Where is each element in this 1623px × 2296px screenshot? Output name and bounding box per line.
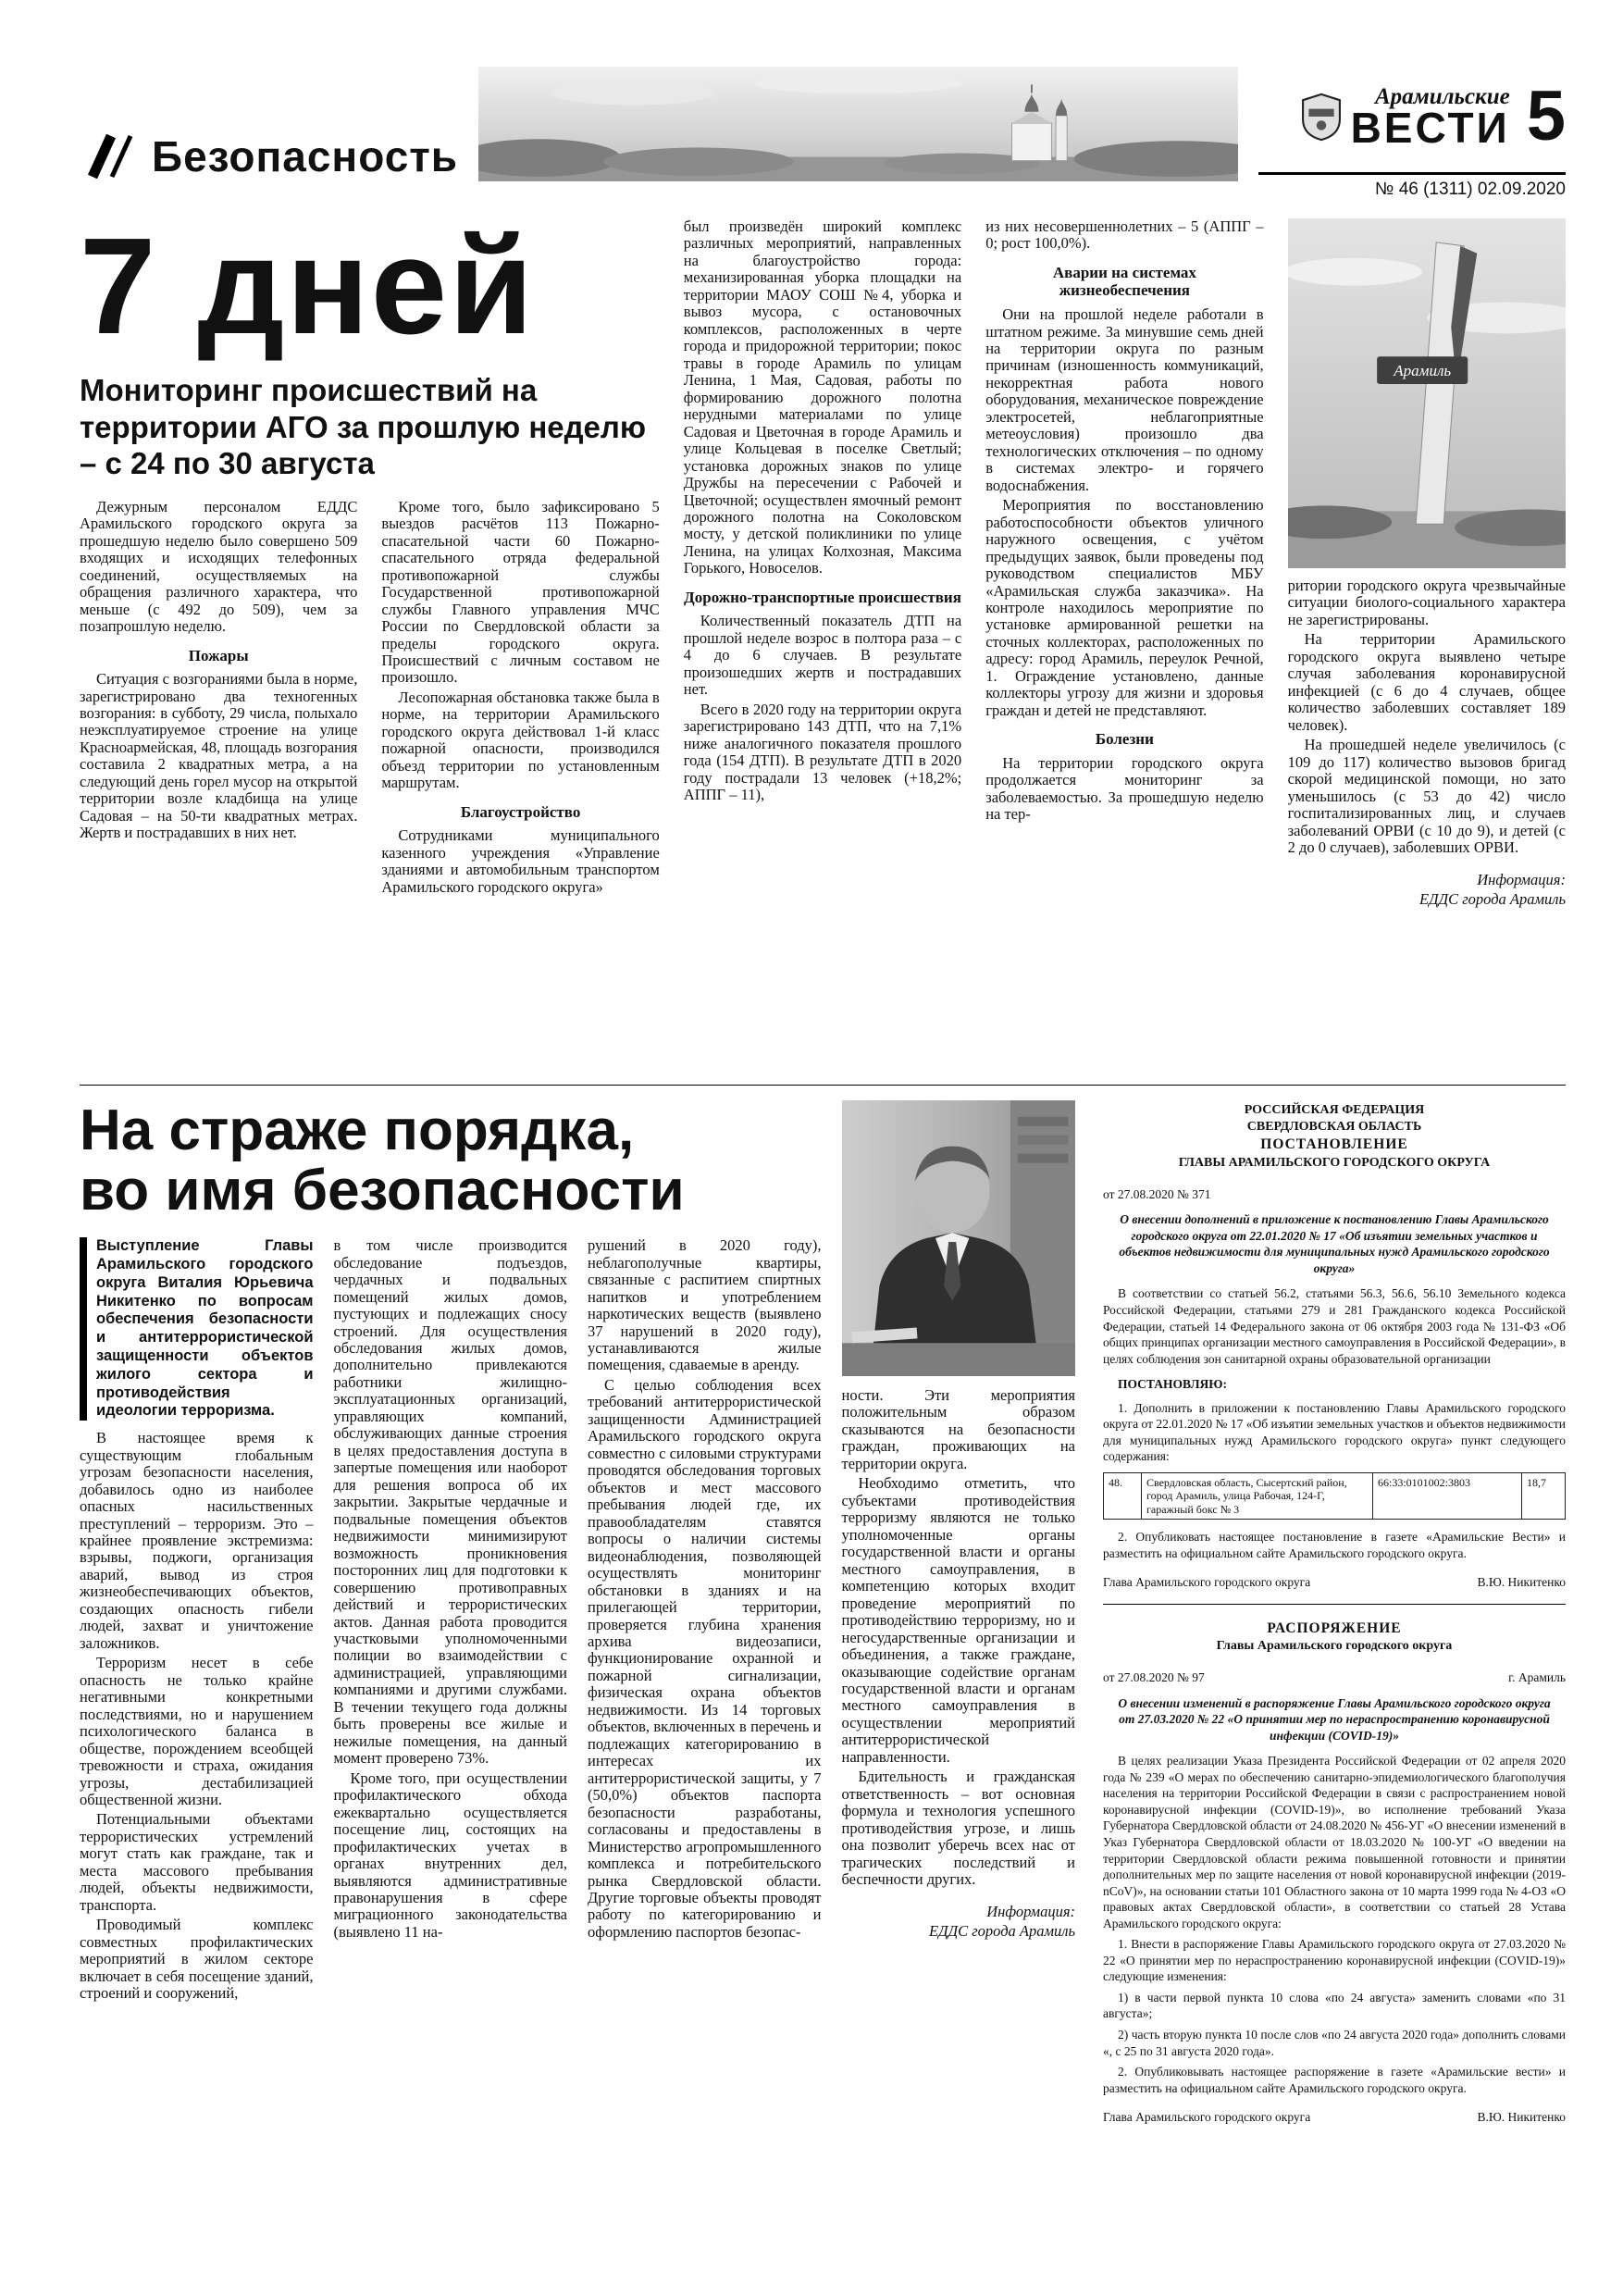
article-7-days: [80, 218, 1566, 1068]
article2-title-line1: На страже порядка,: [80, 1100, 635, 1162]
subheading-diseases: Болезни: [1095, 730, 1154, 749]
paragraph: Терроризм несет в себе опасность не только крайне негативными конкретными последствиями, но и нарушением психологического баланса в обществе, порождением всеобщей тревожности и страха, ожидания угрозы, дестабилизацией общественной жизни.: [80, 1654, 314, 1808]
paragraph: Количественный показатель ДТП на прошлой неделе возрос в полтора раза – с 4 до 6 случаев. В результате произошедших жертв и пострадавших нет.: [683, 612, 962, 699]
paragraph: Бдительность и гражданская ответственность – вот основная формула и технология успешного противодействия угрозе, и лишь она позволит уберечь всех нас от трагических последствий и беспечности других.: [841, 1768, 1075, 1889]
hatch-icon: [80, 134, 135, 179]
doc-title: О внесении изменений в распоряжение Главы Арамильского городского округа от 27.03.2020 № 22 «О принятии мер по нераспространению коронавирусной инфекции (COVID-19)»: [1118, 1695, 1551, 1743]
paragraph: На территории Арамильского городского округа выявлено четыре случая заболевания коронавирусной инфекцией (с 6 до 4 случаев, общее количество заболевших составляет 189 человек).: [1287, 630, 1566, 734]
paragraph: С целью соблюдения всех требований антитеррористической защищенности Администрацией Арамильского городского округа совместно с силовыми структурами проводятся обследования торговых объектов и мест массового пребывания людей где, их правообладателям ставятся вопросы о наличии системы видеонаблюдения, позволяющей осуществлять мониторинг обстановки в зданиях и на прилегающей территории, проверяется глубина хранения архива видеозаписи, функционирование охранной и пожарной сигнализации, физическая охрана объектов недвижимости. Из 14 торговых объектов, включенных в перечень и подлежащих категорированию в интересах их антитеррористической защиты, у 7 (50,0%) объектов паспорта безопасности разработаны, согласованы и предоставлены в Министерство агропромышленного комплекса и потребительского рынка Свердловской области. Другие торговые объекты проводят работу по категорированию и оформлению паспортов безопас-: [588, 1375, 822, 1941]
section-title-block: [80, 131, 478, 209]
article1-head: [80, 218, 660, 499]
doc-header: СВЕРДЛОВСКАЯ ОБЛАСТЬ: [1246, 1120, 1422, 1135]
lower-section: [80, 1100, 1566, 2296]
subheading-improvement: Благоустройство: [460, 802, 581, 821]
crest-icon: [1301, 92, 1342, 142]
paragraph: Лесопожарная обстановка также была в норме, на территории Арамильского городского округа действовал 1-й класс пожарной опасности, производился объезд территории по установленным маршрутам.: [381, 688, 660, 792]
paragraph: На прошедшей неделе увеличилось (с 109 до 117) количество вызовов бригад скорой медицинской помощи, но зато уменьшилось (с 53 до 42) число госпитализированных лиц, и случаев заболеваний ОРВИ (с 10 до 9), и детей (с 2 до 0 случаев), заболевших ОРВИ.: [1287, 736, 1566, 857]
article2-column-3: [588, 1237, 822, 2296]
doc-paragraph: 2. Опубликовать настоящее постановление в газете «Арамильские Вести» и разместить на официальном сайте Арамильского городского округа.: [1103, 1530, 1566, 1560]
article1-column-1: [80, 499, 357, 1068]
paragraph: из них несовершеннолетних – 5 (АППГ – 0; рост 100,0%).: [985, 218, 1264, 253]
paragraph: Они на прошлой неделе работали в штатном режиме. За минувшие семь дней на территории округа по разным причинам (изношенность коммуникаций, некорректная работа нового оборудования, механическое повреждение электросетей, неблагоприятные метеоусловия) произошло два технологических отключения – по одному в системах электро- и горячего водоснабжения.: [985, 305, 1264, 494]
doc-header: РОССИЙСКАЯ ФЕДЕРАЦИЯ: [1244, 1103, 1425, 1117]
article1-column-2: [381, 499, 659, 1068]
article2-title-line2: во имя безопасности: [80, 1159, 685, 1223]
document-divider: [1103, 1604, 1566, 1605]
doc-date: от 27.08.2020 № 97: [1103, 1670, 1205, 1685]
article1-credit: [1288, 870, 1566, 910]
paragraph: На территории городского округа продолжается мониторинг за заболеваемостью. За прошедшую неделю на тер-: [985, 753, 1264, 824]
credit-label: Информация:: [1477, 870, 1566, 888]
doc-date-line: [1103, 1186, 1566, 1203]
paragraph: Проводимый комплекс совместных профилактических мероприятий в жилом секторе включает в себя посещение зданий, строений и сооружений,: [80, 1916, 314, 2003]
signature-role: Глава Арамильского городского округа: [1103, 2110, 1311, 2125]
paragraph: был произведён широкий комплекс различных мероприятий, направленных на благоустройство города: механизированная уборка площадки на территории МАОУ СОШ №4, уборка и вывоз мусора, с остановочных комплексов, расположенных в черте города и придорожной территории; покос травы в городе Арамиль по улицам Ленина, 1 Мая, Садовая, работы по формированию дорожного полотна нерудными материалами по улице Садовая и Цветочная в городе Арамиль и улице Кольцевая в поселке Светлый; установка дорожных знаков по улице Дружбы на пересечении с Рабочей и Цветочной; осуществлен ямочный ремонт дорожного полотна на Соколовском мосту, у детской поликлиники по улице Ленина, на улицах Колхозная, Максима Горького, Новоселов.: [683, 218, 962, 577]
article2-column-1: [80, 1237, 314, 2296]
article-na-strazhe: [80, 1100, 1075, 2296]
table-row: [1104, 1472, 1566, 1519]
credit-source: ЕДДС города Арамиль: [1419, 889, 1566, 908]
credit-label: Информация:: [986, 1902, 1075, 1920]
page-number: 5: [1526, 76, 1566, 155]
article1-title: 7 дней: [80, 218, 536, 363]
subheading-road-accidents: Дорожно-транспортные происшествия: [684, 588, 961, 606]
paragraph: Кроме того, было зафиксировано 5 выездов расчётов 113 Пожарно-спасательной части 60 Пожарно-спасательного отряда федеральной противопожарной службы Государственной противопожарной службы Главного управления МЧС России по Свердловской области за пределы городского округа. Происшествий с личным составом не произошло.: [381, 497, 660, 687]
doc-paragraph: 2) часть вторую пункта 10 после слов «по 24 августа 2020 года» дополнить словами «, с 25 по 31 августа 2020 года».: [1103, 2027, 1566, 2058]
doc-header: Главы Арамильского городского округа: [1216, 1638, 1453, 1653]
signature-name: В.Ю. Никитенко: [1477, 1575, 1566, 1590]
doc-paragraph: 2. Опубликовывать настоящее распоряжение в газете «Арамильские вести» и разместить на официальном сайте Арамильского городского округа.: [1103, 2065, 1566, 2095]
doc-header: ГЛАВЫ АРАМИЛЬСКОГО ГОРОДСКОГО ОКРУГА: [1178, 1155, 1491, 1170]
paragraph: Всего в 2020 году на территории округа зарегистрировано 143 ДТП, что на 7,1% ниже аналогичного показателя прошлого года (154 ДТП). В результате ДТП в 2020 году пострадали 13 человек (+18,2%; АППГ – 11),: [683, 700, 962, 804]
doc-paragraph: 1. Дополнить в приложении к постановлению Главы Арамильского городского округа от 22.01.2020 № 17 «Об изъятии земельных участков и объектов недвижимости для муниципальных нужд Арамильского городского округа» пункт следующего содержания:: [1103, 1400, 1566, 1464]
doc-type: РАСПОРЯЖЕНИЕ: [1267, 1620, 1402, 1636]
doc-paragraph: В целях реализации Указа Президента Российской Федерации от 02 апреля 2020 года № 239 «О мерах по обеспечению санитарно-эпидемиологического благополучия населения на территории Российской Федерации в связи с распространением новой коронавирусной инфекции (COVID-19)», во исполнение требований Указа Губернатора Свердловской области от 24.08.2020 № 456-УГ «О внесении изменений в Указ Губернатора Свердловской области от 18.03.2020 № 100-УГ «О введении на территории Свердловской области режима повышенной готовности и принятии дополнительных мер по защите населения от новой коронавирусной инфекции (2019-nCoV)», на основании статьи 101 Областного закона от 10 марта 1999 года № 4-ОЗ «О правовых актах Свердловской области», в соответствии со статьей 28 Устава Арамильского городского округа:: [1103, 1754, 1566, 1930]
doc-paragraph: В соответствии со статьей 56.2, статьями 56.3, 56.6, 56.10 Земельного кодекса Российской Федерации, статьями 279 и 281 Гражданского кодекса Российской Федерации, статьей 14 Федерального закона от 06 октября 2003 года № 131-ФЗ «Об общих принципах организации местного самоуправления в Российской Федерации», в целях соблюдения зон санитарной охраны образовательной организации: [1103, 1286, 1566, 1366]
article1-column-4: [985, 218, 1263, 1068]
doc-type: ПОСТАНОВЛЕНИЕ: [1260, 1136, 1408, 1153]
doc-paragraph: 1) в части первой пункта 10 слова «по 24 августа» заменить словами «по 31 августа»;: [1103, 1990, 1566, 2021]
paper-title-line2: ВЕСТИ: [1350, 103, 1510, 152]
doc-paragraph: 1. Внести в распоряжение Главы Арамильского городского округа от 27.03.2020 № 22 «О принятии мер по нераспространению коронавирусной инфекции (COVID-19)» следующие изменения:: [1103, 1937, 1566, 1984]
official-portrait-photo: [842, 1100, 1076, 1376]
article2-column-2: [334, 1237, 568, 2296]
paragraph: рушений в 2020 году), неблагополучные квартиры, связанные с распитием спиртных напитков и употреблением наркотических веществ (выявлено 37 нарушений в 2020 году), устанавливаются жилые помещения, сдаваемые в аренду.: [588, 1236, 822, 1374]
subheading-fires: Пожары: [188, 646, 249, 664]
article2-title: [80, 1100, 822, 1221]
paragraph: Дежурным персоналом ЕДДС Арамильского городского округа за прошедшую неделю было совершено 509 входящих и исходящих телефонных соединений, осуществляемых на обращения различного характера, что меньше (с 492 до 509), чем за позапрошлую неделю.: [80, 497, 358, 636]
credit-source: ЕДДС города Арамиль: [929, 1922, 1075, 1941]
table-cell-address: Свердловская область, Сысертский район, город Арамиль, улица Рабочая, 124-Г, гаражный бокс № 3: [1142, 1472, 1373, 1519]
document-resolution: [1103, 1102, 1566, 1591]
land-plot-table: [1103, 1472, 1566, 1520]
article2-credit: [842, 1902, 1076, 1942]
article2-column-4: [842, 1100, 1076, 2296]
table-cell-area: 18,7: [1522, 1472, 1566, 1519]
article1-column-5: [1288, 218, 1566, 1068]
paragraph: Мероприятия по восстановлению работоспособности объектов уличного наружного освещения, с учётом предыдущих заявок, были проведены под руководством специалистов МБУ «Арамильская служба заказчика». На контроле находилось мероприятие по установке армированной решетки на сточных коллекторах, расположенных по адресу: город Арамиль, переулок Речной, 1. Ограждение установлено, данные коллекторы угрозу для жизни и здоровья граждан и детей не представляют.: [985, 496, 1264, 719]
paragraph: ритории городского округа чрезвычайные ситуации биолого-социального характера не зарегистрированы.: [1287, 577, 1566, 628]
doc-place: г. Арамиль: [1508, 1670, 1566, 1685]
stela-photo: [1288, 218, 1566, 568]
section-title: Безопасность: [152, 132, 459, 180]
doc-resolve-word: ПОСТАНОВЛЯЮ:: [1118, 1377, 1227, 1392]
section-divider: [80, 1085, 1566, 1086]
paragraph: в том числе производится обследование подъездов, чердачных и подвальных помещений жилых домов, пустующих и подлежащих сносу строений. Для осуществления обследования жилых домов, дополнительно привлекаются работники жилищно-эксплуатационных организаций, управляющих компаний, обслуживающих данные строения в целях предоставления доступа в запертые помещения или наоборот для решения вопроса об их закрытии. Закрытые чердачные и подвальные помещения объектов недвижимости минимизируют возможность проникновения посторонних лиц для подготовки к совершению противоправных действий и террористических актов. Данная работа проводится участковыми уполномоченными полиции во взаимодействии с администрацией, управляющими компаниями и другими службами. В течении текущего года должны быть проверены все жилые и нежилые помещения, на данный момент проверено 73%.: [333, 1236, 567, 1768]
paragraph: Сотрудниками муниципального казенного учреждения «Управление зданиями и автомобильным транспортом Арамильского городского округа»: [381, 826, 660, 896]
article-lead: Выступление Главы Арамильского городского округа Виталия Юрьевича Никитенко по вопросам обеспечения безопасности и антитеррористической защищенности объектов жилого сектора и противодействия идеологии терроризма.: [80, 1237, 314, 1421]
official-documents: [1103, 1100, 1566, 2296]
table-cell-number: 48.: [1104, 1472, 1142, 1519]
doc-date-line: [1103, 1669, 1566, 1686]
stela-text: Арамиль: [1393, 362, 1451, 380]
paragraph: Кроме того, при осуществлении профилактического обхода ежеквартально осуществляется посещение лиц, состоящих на профилактических учетах в органах внутренних дел, выявляются административные правонарушения в сфере миграционного законодательства (выявлено 11 на-: [333, 1769, 567, 1941]
signature-role: Глава Арамильского городского округа: [1103, 1575, 1311, 1590]
table-cell-cadastre: 66:33:0101002:3803: [1373, 1472, 1522, 1519]
article1-column-3: [684, 218, 961, 1068]
paragraph: Необходимо отметить, что субъектами противодействия терроризму являются не только уполномоченные органы государственной власти и органы местного самоуправления, в компетенцию которых входит проведение мероприятий по противодействию терроризму, но и негосударственные организации и объединения, а также граждане, оказывающие содействие органам государственной власти и органам местного самоуправления в осуществлении мероприятий антитеррористической направленности.: [841, 1474, 1075, 1766]
masthead: [1258, 61, 1566, 209]
doc-title: О внесении дополнений в приложение к постановлению Главы Арамильского городского округа от 22.01.2020 № 17 «Об изъятии земельных участков и объектов недвижимости для муниципальных нужд Арамильского городского округа»: [1119, 1212, 1550, 1275]
signature-name: В.Ю. Никитенко: [1477, 2110, 1566, 2125]
paragraph: Потенциальными объектами террористических устремлений могут стать как граждане, так и места массового пребывания людей, объекты недвижимости, транспорта.: [80, 1810, 314, 1914]
paragraph: ности. Эти мероприятия положительным образом сказываются на безопасности граждан, проживающих на территории округа.: [841, 1386, 1075, 1472]
doc-signature: [1103, 2109, 1566, 2126]
paragraph: В настоящее время к существующим глобальным угрозам безопасности населения, добавилось одно из наиболее опасных насильственных преступлений – терроризм. Это –крайнее проявление экстремизма: взрывы, поджоги, организация аварий, вывод из строя жизнеобеспечивающих объектов, создающих опасность гибели людей, захват и уничтожение заложников.: [80, 1429, 314, 1652]
subheading-utility-failures: Аварии на системах жизнеобеспечения: [1052, 263, 1196, 300]
paper-title: [1350, 83, 1510, 152]
masthead-row: [1258, 61, 1566, 172]
page-header: [80, 41, 1566, 209]
paragraph: Ситуация с возгораниями была в норме, зарегистрировано два техногенных возгорания: в субботу, 29 числа, полыхало неэксплуатируемое строение на улице Красноармейская, 48, площадь возгорания составила 2 квадратных метра, а на следующий день горел мусор на открытой территории возле кладбища на улице Садовая – на 50-ти квадратных метрах. Жертв и пострадавших в них нет.: [80, 670, 358, 842]
document-order: [1103, 1620, 1566, 2126]
doc-date: от 27.08.2020 № 371: [1103, 1186, 1211, 1201]
header-landscape-photo: [478, 67, 1238, 181]
doc-signature: [1103, 1574, 1566, 1591]
paper-title-line1: Арамильские: [1374, 83, 1510, 109]
article1-subtitle: Мониторинг происшествий на территории АГО за прошлую неделю – с 24 по 30 августа: [80, 373, 647, 481]
issue-line: № 46 (1311) 02.09.2020: [1258, 172, 1566, 200]
